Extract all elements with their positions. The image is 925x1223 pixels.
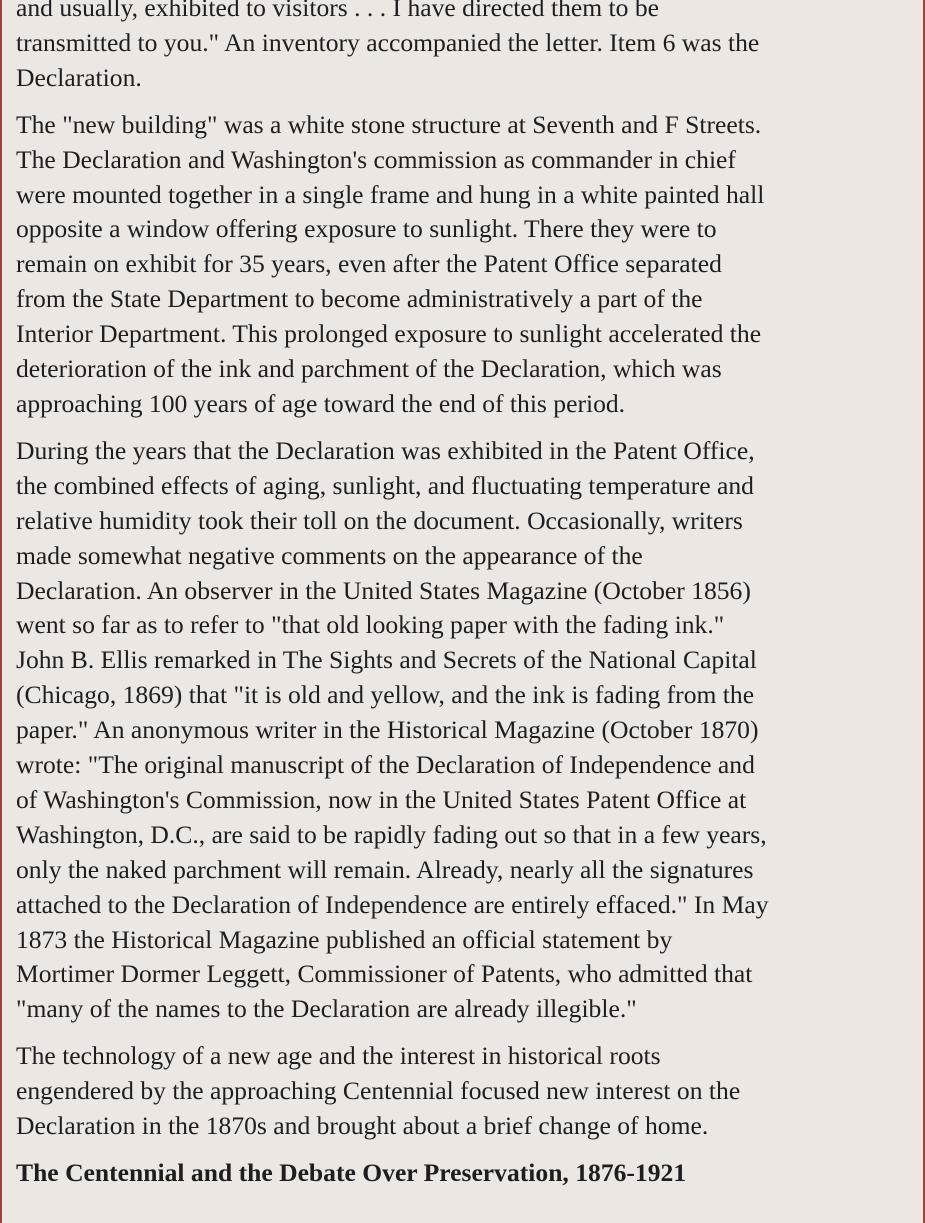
paragraph-new-building [16,108,916,422]
text-line: the combined effects of aging, sunlight, and fluctuating temperature and [16,470,754,500]
text-line: transmitted to you." An inventory accompanied the letter. Item 6 was the [16,27,760,57]
document-content [16,0,916,1191]
text-line: 1873 the Historical Magazine published an official statement by [16,924,673,954]
text-line: Declaration. [16,62,142,92]
text-line: The technology of a new age and the interest in historical roots [16,1041,661,1071]
text-line: made somewhat negative comments on the appearance of the [16,540,643,570]
text-line: deterioration of the ink and parchment of the Declaration, which was [16,354,722,384]
text-line: relative humidity took their toll on the document. Occasionally, writers [16,505,743,535]
text-line: of Washington's Commission, now in the United States Patent Office at [16,784,747,814]
text-line: attached to the Declaration of Independence are entirely effaced." In May [16,889,769,919]
text-line: from the State Department to become administratively a part of the [16,284,703,314]
text-line: remain on exhibit for 35 years, even after the Patent Office separated [16,249,722,279]
paragraph-patent-office-years [16,434,916,1027]
text-line: The "new building" was a white stone structure at Seventh and F Streets. [16,109,762,139]
text-line: The Declaration and Washington's commission as commander in chief [16,144,736,174]
text-line: Interior Department. This prolonged exposure to sunlight accelerated the [16,319,762,349]
text-line: paper." An anonymous writer in the Historical Magazine (October 1870) [16,715,759,745]
text-line: (Chicago, 1869) that "it is old and yellow, and the ink is fading from the [16,680,755,710]
text-line: John B. Ellis remarked in The Sights and Secrets of the National Capital [16,645,757,675]
paragraph-centennial-intro [16,1039,916,1144]
text-line: approaching 100 years of age toward the end of this period. [16,388,626,418]
text-line: and usually, exhibited to visitors . . . I have directed them to be [16,0,660,22]
text-line: Declaration in the 1870s and brought about a brief change of home. [16,1111,709,1141]
text-line: Declaration. An observer in the United States Magazine (October 1856) [16,575,751,605]
paragraph-inventory [16,0,916,96]
text-line: opposite a window offering exposure to sunlight. There they were to [16,214,717,244]
text-line: "many of the names to the Declaration are already illegible." [16,994,637,1024]
text-line: went so far as to refer to "that old looking paper with the fading ink." [16,610,725,640]
text-line: only the naked parchment will remain. Already, nearly all the signatures [16,854,754,884]
text-line: Washington, D.C., are said to be rapidly fading out so that in a few years, [16,819,767,849]
text-line: wrote: "The original manuscript of the Declaration of Independence and [16,750,755,780]
document-page [2,0,923,1223]
text-line: During the years that the Declaration was exhibited in the Patent Office, [16,435,755,465]
text-line: were mounted together in a single frame and hung in a white painted hall [16,179,765,209]
section-heading: The Centennial and the Debate Over Preservation, 1876-1921 [16,1158,687,1187]
text-line: engendered by the approaching Centennial focused new interest on the [16,1076,741,1106]
text-line: Mortimer Dormer Leggett, Commissioner of Patents, who admitted that [16,959,753,989]
